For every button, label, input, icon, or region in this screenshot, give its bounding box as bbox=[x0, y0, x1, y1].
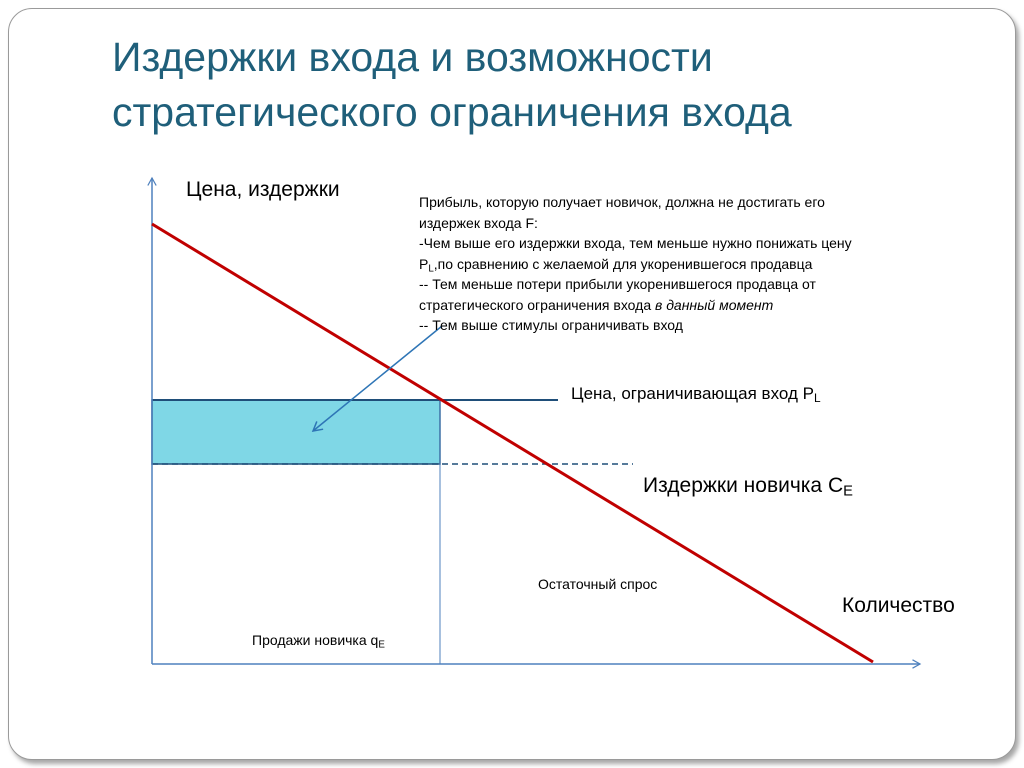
note-line-3: -Чем выше его издержки входа, тем меньше нужно понижать цену bbox=[419, 235, 852, 251]
entrant-sales-label bbox=[252, 632, 385, 651]
note-line-7: -- Тем выше стимулы ограничивать вход bbox=[419, 317, 683, 333]
note-line-6 bbox=[419, 295, 979, 316]
note-line-2: издержек входа F: bbox=[419, 214, 538, 231]
note-line-1: Прибыль, которую получает новичок, должна не достигать его bbox=[419, 194, 825, 210]
limit-price-text: Цена, ограничивающая вход P bbox=[571, 384, 814, 403]
note-line-4 bbox=[419, 254, 979, 275]
entrant-sales-text: Продажи новичка q bbox=[252, 632, 379, 648]
note-line-4-pre: P bbox=[419, 255, 429, 272]
limit-price-subscript: L bbox=[813, 390, 821, 405]
entrant-cost-text: Издержки новичка С bbox=[643, 474, 844, 497]
entrant-cost-subscript: E bbox=[843, 483, 853, 500]
note-line-6-pre: стратегического ограничения входа bbox=[419, 296, 655, 313]
note-line-4-post: ,по сравнению с желаемой для укоренившегося продавца bbox=[433, 255, 813, 272]
residual-demand-label: Остаточный спрос bbox=[538, 576, 658, 592]
title-line-1: Издержки входа и возможности bbox=[112, 34, 713, 80]
title-line-2: стратегического ограничения входа bbox=[112, 89, 792, 135]
note-line-4-sub: L bbox=[428, 262, 434, 274]
entrant-cost-label bbox=[643, 474, 853, 498]
entrant-sales-subscript: E bbox=[378, 639, 385, 651]
explanation-note bbox=[419, 192, 979, 336]
note-line-6-em: в данный момент bbox=[655, 296, 774, 313]
y-axis-label: Цена, издержки bbox=[186, 178, 340, 201]
limit-price-label bbox=[571, 384, 821, 404]
note-line-5: -- Тем меньше потери прибыли укоренившегося продавца от bbox=[419, 276, 816, 292]
entrant-profit-area bbox=[152, 400, 440, 464]
x-axis-label: Количество bbox=[842, 594, 955, 617]
